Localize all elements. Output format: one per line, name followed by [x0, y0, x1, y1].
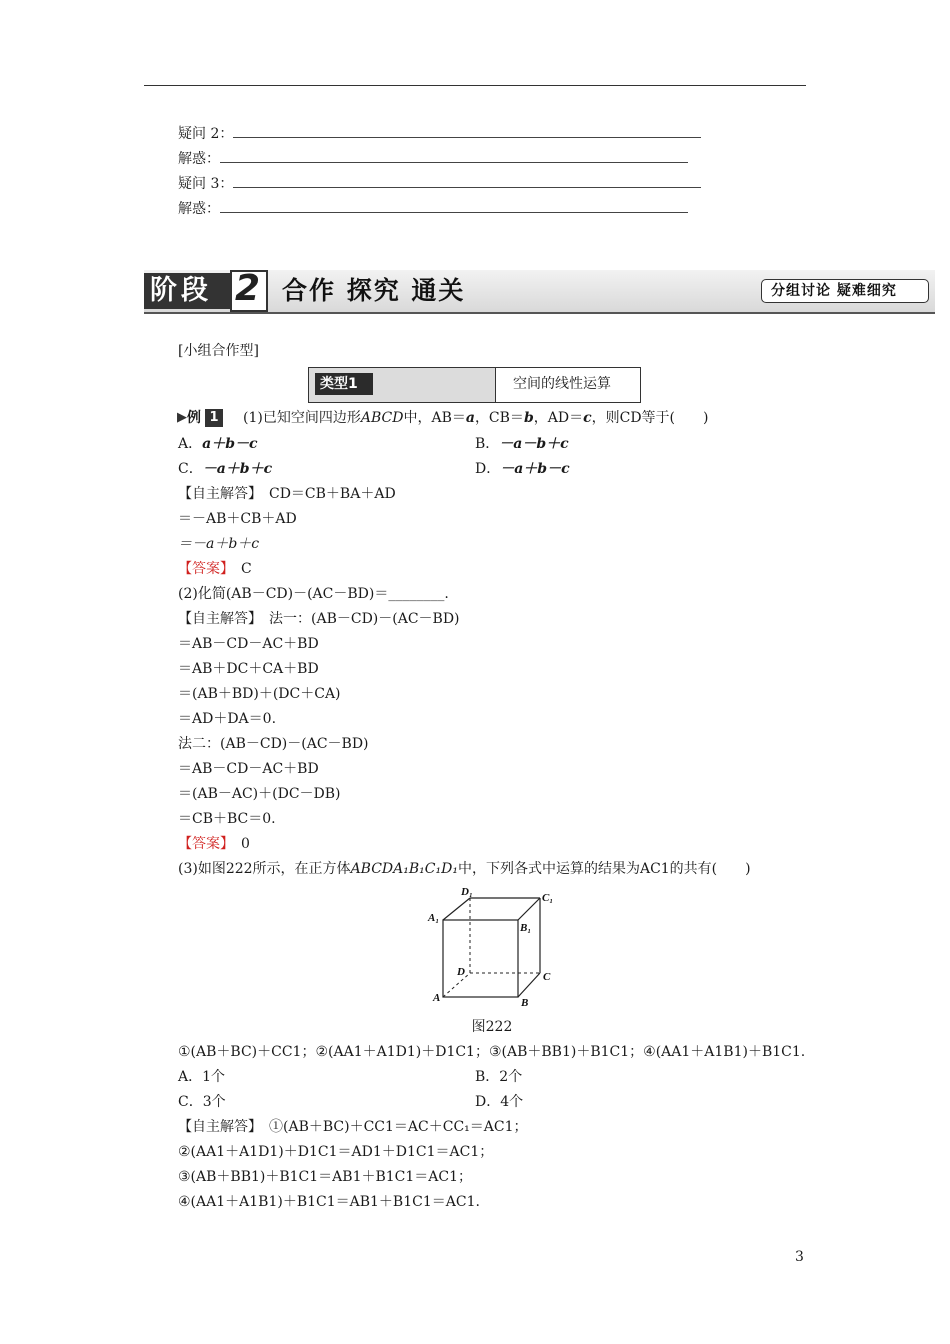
question-3-expressions: ①(AB＋BC)＋CC1；②(AA1＋A1D1)＋D1C1；③(AB＋BB1)＋B1C1；④(AA1＋A1B1)＋B1C1. — [178, 1044, 806, 1060]
note-question-2 — [178, 124, 701, 144]
option-expr: －a＋b－c — [500, 461, 570, 477]
option-3a[interactable] — [178, 1067, 225, 1087]
solution-2-line-1: 【自主解答】 法一：(AB－CD)－(AC－BD) — [178, 611, 460, 627]
option-letter: C． — [178, 1094, 203, 1110]
cube-label-d1: D₁ — [461, 886, 473, 898]
note-question-3-blank[interactable] — [233, 175, 701, 188]
answer-label: 【答案】 — [178, 561, 234, 577]
cube-edge-b1c1 — [518, 898, 540, 920]
cube-label-b: B — [521, 997, 529, 1009]
question-1 — [243, 408, 708, 428]
option-3d[interactable] — [475, 1092, 523, 1112]
question-3 — [178, 859, 751, 879]
option-3c[interactable] — [178, 1092, 226, 1112]
solution-2-line-6: 法二：(AB－CD)－(AC－BD) — [178, 736, 369, 752]
solution-3-line-3: ③(AB＋BB1)＋B1C1＝AB1＋B1C1＝AC1； — [178, 1169, 473, 1185]
cube-label-c: C — [543, 971, 551, 983]
question-1-figure: ABCD — [360, 410, 404, 426]
header-rule — [144, 85, 806, 86]
type-box-label: 类型1 — [320, 376, 358, 392]
solution-2-line-8: ＝(AB－AC)＋(DC－DB) — [178, 786, 341, 802]
option-expr: －a－b＋c — [499, 436, 569, 452]
option-expr: 2个 — [499, 1069, 523, 1085]
option-expr: 4个 — [500, 1094, 524, 1110]
question-1-tail: ，则CD等于( ) — [591, 410, 709, 426]
answer-value: 0 — [241, 836, 250, 852]
option-letter: A． — [178, 1069, 203, 1085]
type-box — [308, 367, 641, 403]
figure-caption: 图222 — [471, 1019, 513, 1035]
note-answer-3 — [178, 199, 688, 219]
solution-1-line-3: ＝－a＋b＋c — [178, 536, 260, 552]
note-question-2-blank[interactable] — [233, 125, 701, 138]
cube-label-b1: B₁ — [520, 922, 532, 934]
cube-label-a: A — [433, 992, 441, 1004]
option-1a[interactable] — [178, 434, 258, 454]
type-box-divider — [495, 368, 496, 402]
example-badge-number: 1 — [205, 409, 223, 427]
group-label: [小组合作型] — [178, 343, 259, 359]
page-number: 3 — [795, 1249, 804, 1265]
stage-banner-prefix: 阶段 — [150, 275, 212, 306]
option-expr: a＋b－c — [202, 436, 258, 452]
solution-2-line-3: ＝AB＋DC＋CA＋BD — [178, 661, 319, 677]
solution-1-line-2: ＝－AB＋CB＋AD — [178, 511, 297, 527]
solution-3-line-4: ④(AA1＋A1B1)＋B1C1＝AB1＋B1C1＝AC1. — [178, 1194, 480, 1210]
solution-2-line-5: ＝AD＋DA＝0. — [178, 711, 277, 727]
note-answer-3-label: 解惑： — [178, 201, 220, 217]
cube-label-a1: A₁ — [428, 912, 440, 924]
cube-label-c1: C₁ — [542, 892, 554, 904]
option-expr: 1个 — [202, 1069, 226, 1085]
stage-banner-tag: 分组讨论 疑难细究 — [771, 283, 897, 299]
solution-3-line-2: ②(AA1＋A1D1)＋D1C1＝AD1＋D1C1＝AC1； — [178, 1144, 494, 1160]
question-1-prefix: (1)已知空间四边形 — [243, 410, 361, 426]
stage-banner — [144, 270, 935, 314]
note-answer-3-blank[interactable] — [220, 200, 688, 213]
solution-2-line-2: ＝AB－CD－AC＋BD — [178, 636, 319, 652]
question-1-sep2: ，AD＝ — [533, 410, 584, 426]
option-1c[interactable] — [178, 459, 272, 479]
option-letter: D． — [475, 1094, 501, 1110]
option-expr: 3个 — [202, 1094, 226, 1110]
option-1b[interactable] — [475, 434, 569, 454]
option-3b[interactable] — [475, 1067, 522, 1087]
option-letter: D． — [475, 461, 501, 477]
question-3-prefix: (3)如图222所示，在正方体 — [178, 861, 351, 877]
note-answer-2 — [178, 149, 688, 169]
solution-1-line-1: 【自主解答】 CD＝CB＋BA＋AD — [178, 486, 396, 502]
option-expr: －a＋b＋c — [202, 461, 273, 477]
stage-banner-title: 合作 探究 通关 — [282, 276, 466, 305]
answer-value: C — [241, 561, 252, 577]
answer-1 — [178, 559, 252, 579]
option-letter: B． — [475, 1069, 500, 1085]
solution-2-line-7: ＝AB－CD－AC＋BD — [178, 761, 319, 777]
solution-3-line-1: 【自主解答】 ①(AB＋BC)＋CC1＝AC＋CC₁＝AC1； — [178, 1119, 528, 1135]
answer-label: 【答案】 — [178, 836, 234, 852]
question-2: (2)化简(AB－CD)－(AC－BD)＝________. — [178, 586, 449, 602]
cube-figure — [425, 885, 560, 1010]
option-1d[interactable] — [475, 459, 570, 479]
option-letter: C． — [178, 461, 203, 477]
option-letter: A． — [178, 436, 203, 452]
question-3-figure: ABCDA₁B₁C₁D₁ — [350, 861, 458, 877]
cube-edge-a1d1 — [443, 898, 470, 920]
vector-b: b — [523, 410, 534, 426]
example-badge-arrow: ▶ — [177, 410, 187, 425]
question-3-tail: 中，下列各式中运算的结果为AC1的共有( ) — [457, 861, 751, 877]
note-answer-2-label: 解惑： — [178, 151, 220, 167]
note-question-2-label: 疑问 2： — [178, 126, 234, 142]
answer-2 — [178, 834, 250, 854]
stage-banner-number: 2 — [235, 268, 261, 309]
vector-c: c — [583, 410, 592, 426]
cube-edge-bc — [518, 973, 540, 997]
question-1-mid: 中，AB＝ — [403, 410, 466, 426]
solution-2-line-4: ＝(AB＋BD)＋(DC＋CA) — [178, 686, 341, 702]
note-answer-2-blank[interactable] — [220, 150, 688, 163]
example-badge — [177, 409, 229, 427]
cube-front-face — [443, 920, 518, 997]
solution-2-line-9: ＝CB＋BC＝0. — [178, 811, 276, 827]
note-question-3-label: 疑问 3： — [178, 176, 234, 192]
note-question-3 — [178, 174, 701, 194]
example-badge-label: 例 — [187, 410, 201, 426]
option-letter: B． — [475, 436, 500, 452]
question-1-sep1: ，CB＝ — [474, 410, 524, 426]
type-box-title: 空间的线性运算 — [513, 376, 611, 392]
vector-a: a — [465, 410, 475, 426]
cube-label-d: D — [457, 966, 465, 978]
